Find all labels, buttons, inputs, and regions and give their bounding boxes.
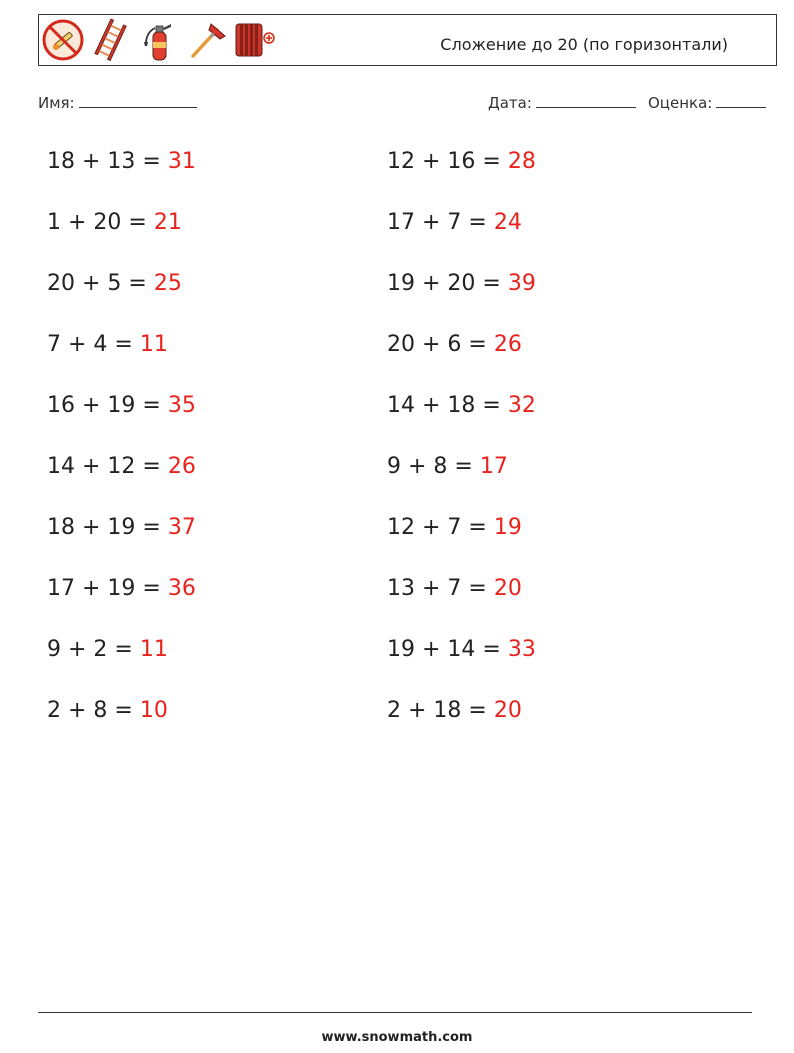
problem-question: 12 + 7 = xyxy=(387,515,494,540)
date-field xyxy=(488,93,636,112)
problem-question: 18 + 13 = xyxy=(47,149,168,174)
problem-question: 19 + 14 = xyxy=(387,637,508,662)
problem-question: 14 + 12 = xyxy=(47,454,168,479)
problem-question: 1 + 20 = xyxy=(47,210,154,235)
problem-question: 2 + 18 = xyxy=(387,698,494,723)
problem-question: 9 + 8 = xyxy=(387,454,480,479)
problem-question: 20 + 6 = xyxy=(387,332,494,357)
problem-answer: 25 xyxy=(153,271,182,296)
problem-row xyxy=(387,205,522,241)
problem-question: 14 + 18 = xyxy=(387,393,508,418)
problem-answer: 10 xyxy=(139,698,168,723)
problem-answer: 31 xyxy=(167,149,196,174)
worksheet-header xyxy=(38,14,777,66)
problem-row xyxy=(47,693,168,729)
problem-row xyxy=(47,144,196,180)
problem-question: 7 + 4 = xyxy=(47,332,140,357)
problem-question: 17 + 7 = xyxy=(387,210,494,235)
problem-question: 19 + 20 = xyxy=(387,271,508,296)
problem-answer: 21 xyxy=(153,210,182,235)
name-field xyxy=(38,93,197,112)
problem-answer: 19 xyxy=(493,515,522,540)
problem-row xyxy=(387,449,508,485)
problem-row xyxy=(387,510,522,546)
fire-extinguisher-icon xyxy=(137,18,181,62)
problem-answer: 36 xyxy=(167,576,196,601)
problem-answer: 33 xyxy=(507,637,536,662)
problem-row xyxy=(47,449,196,485)
problem-answer: 11 xyxy=(139,332,168,357)
problem-row xyxy=(47,266,182,302)
problem-row xyxy=(47,327,168,363)
problem-row xyxy=(387,144,536,180)
problem-row xyxy=(387,632,536,668)
problem-question: 17 + 19 = xyxy=(47,576,168,601)
fire-hose-reel-icon xyxy=(233,18,277,62)
problem-question: 2 + 8 = xyxy=(47,698,140,723)
problem-answer: 37 xyxy=(167,515,196,540)
problem-question: 13 + 7 = xyxy=(387,576,494,601)
footer-site: www.snowmath.com xyxy=(321,1030,473,1045)
no-fire-icon xyxy=(41,18,85,62)
problem-question: 18 + 19 = xyxy=(47,515,168,540)
problem-answer: 20 xyxy=(493,576,522,601)
problem-question: 9 + 2 = xyxy=(47,637,140,662)
problem-answer: 20 xyxy=(493,698,522,723)
problem-answer: 26 xyxy=(167,454,196,479)
axe-icon xyxy=(185,18,229,62)
date-label: Дата: xyxy=(488,94,532,112)
problem-row xyxy=(387,571,522,607)
header-icons xyxy=(41,17,277,63)
problem-row xyxy=(387,327,522,363)
problem-row xyxy=(387,266,536,302)
problem-row xyxy=(47,510,196,546)
score-field xyxy=(648,93,766,112)
problem-question: 16 + 19 = xyxy=(47,393,168,418)
problem-answer: 26 xyxy=(493,332,522,357)
problem-row xyxy=(387,388,536,424)
problem-row xyxy=(47,388,196,424)
problem-answer: 11 xyxy=(139,637,168,662)
problem-row xyxy=(47,205,182,241)
ladder-icon xyxy=(89,18,133,62)
problem-row xyxy=(387,693,522,729)
problem-question: 12 + 16 = xyxy=(387,149,508,174)
score-blank[interactable] xyxy=(716,93,766,108)
problem-row xyxy=(47,571,196,607)
problem-answer: 39 xyxy=(507,271,536,296)
name-label: Имя: xyxy=(38,94,75,112)
name-blank[interactable] xyxy=(79,93,197,108)
score-label: Оценка: xyxy=(648,94,713,112)
worksheet-title: Сложение до 20 (по горизонтали) xyxy=(440,35,728,54)
footer-divider xyxy=(38,1012,752,1013)
problem-answer: 24 xyxy=(493,210,522,235)
problem-answer: 17 xyxy=(479,454,508,479)
problem-row xyxy=(47,632,168,668)
problem-answer: 35 xyxy=(167,393,196,418)
problem-question: 20 + 5 = xyxy=(47,271,154,296)
problem-answer: 32 xyxy=(507,393,536,418)
problem-answer: 28 xyxy=(507,149,536,174)
date-blank[interactable] xyxy=(536,93,636,108)
